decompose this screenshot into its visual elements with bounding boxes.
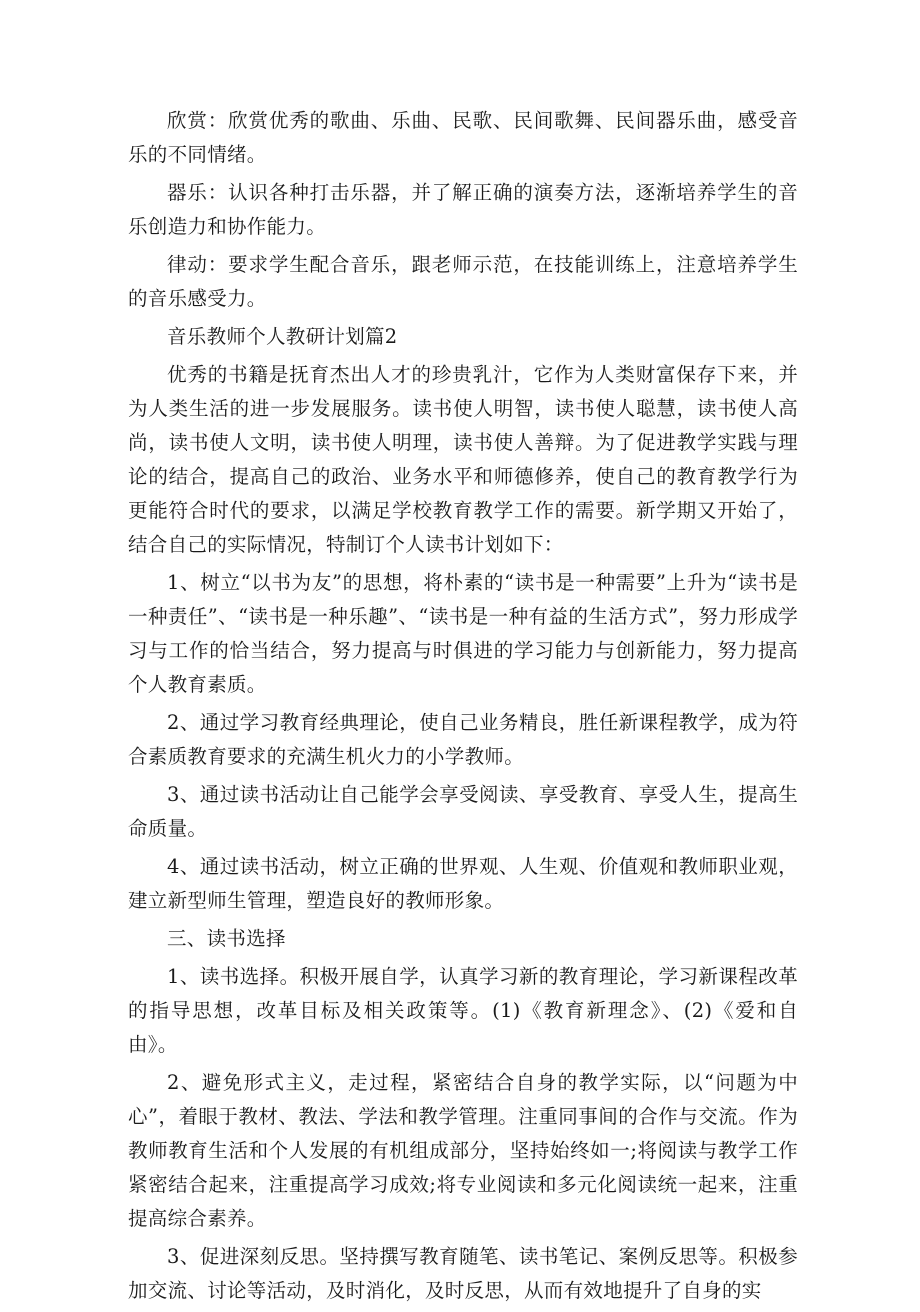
section-title-plan-2: 音乐教师个人教研计划篇2 [167,325,398,348]
paragraph-goal-1: 1、树立“以书为友”的思想，将朴素的“读书是一种需要”上升为“读书是一种责任”、“读书是一种乐趣”、“读书是一种有益的生活方式”，努力形成学习与工作的恰当结合，努力提高与时俱进的学习能力与创新能力，努力提高个人教育素质。 [128,571,798,696]
paragraph-choice-2: 2、避免形式主义，走过程，紧密结合自身的教学实际，以“问题为中心”，着眼于教材、教法、学法和教学管理。注重同事间的合作与交流。作为教师教育生活和个人发展的有机组成部分，坚持始终如一;将阅读与教学工作紧密结合起来，注重提高学习成效;将专业阅读和多元化阅读统一起来，注重提高综合素养。 [128,1071,798,1230]
paragraph-goal-2: 2、通过学习教育经典理论，使自己业务精良，胜任新课程教学，成为符合素质教育要求的充满生机火力的小学教师。 [128,711,798,768]
paragraph-rhythm: 律动：要求学生配合音乐，跟老师示范，在技能训练上，注意培养学生的音乐感受力。 [128,253,798,310]
document-page [128,104,798,1312]
section-title-reading-choice: 三、读书选择 [167,927,286,950]
paragraph-instruments: 器乐：认识各种打击乐器，并了解正确的演奏方法，逐渐培养学生的音乐创造力和协作能力。 [128,181,798,238]
paragraph-goal-3: 3、通过读书活动让自己能学会享受阅读、享受教育、享受人生，提高生命质量。 [128,783,798,840]
paragraph-choice-1: 1、读书选择。积极开展自学，认真学习新的教育理论，学习新课程改革的指导思想，改革目标及相关政策等。(1)《教育新理念》、(2)《爱和自由》。 [128,965,798,1056]
paragraph-goal-4: 4、通过读书活动，树立正确的世界观、人生观、价值观和教师职业观，建立新型师生管理，塑造良好的教师形象。 [128,855,798,912]
paragraph-intro: 优秀的书籍是抚育杰出人才的珍贵乳汁，它作为人类财富保存下来，并为人类生活的进一步发展服务。读书使人明智，读书使人聪慧，读书使人高尚，读书使人文明，读书使人明理，读书使人善辩。为了促进教学实践与理论的结合，提高自己的政治、业务水平和师德修养，使自己的教育教学行为更能符合时代的要求，以满足学校教育教学工作的需要。新学期又开始了，结合自己的实际情况，特制订个人读书计划如下： [128,363,798,556]
paragraph-appreciation: 欣赏：欣赏优秀的歌曲、乐曲、民歌、民间歌舞、民间器乐曲，感受音乐的不同情绪。 [128,109,798,166]
paragraph-choice-3: 3、促进深刻反思。坚持撰写教育随笔、读书笔记、案例反思等。积极参加交流、讨论等活动，及时消化，及时反思，从而有效地提升了自身的实 [128,1245,798,1302]
